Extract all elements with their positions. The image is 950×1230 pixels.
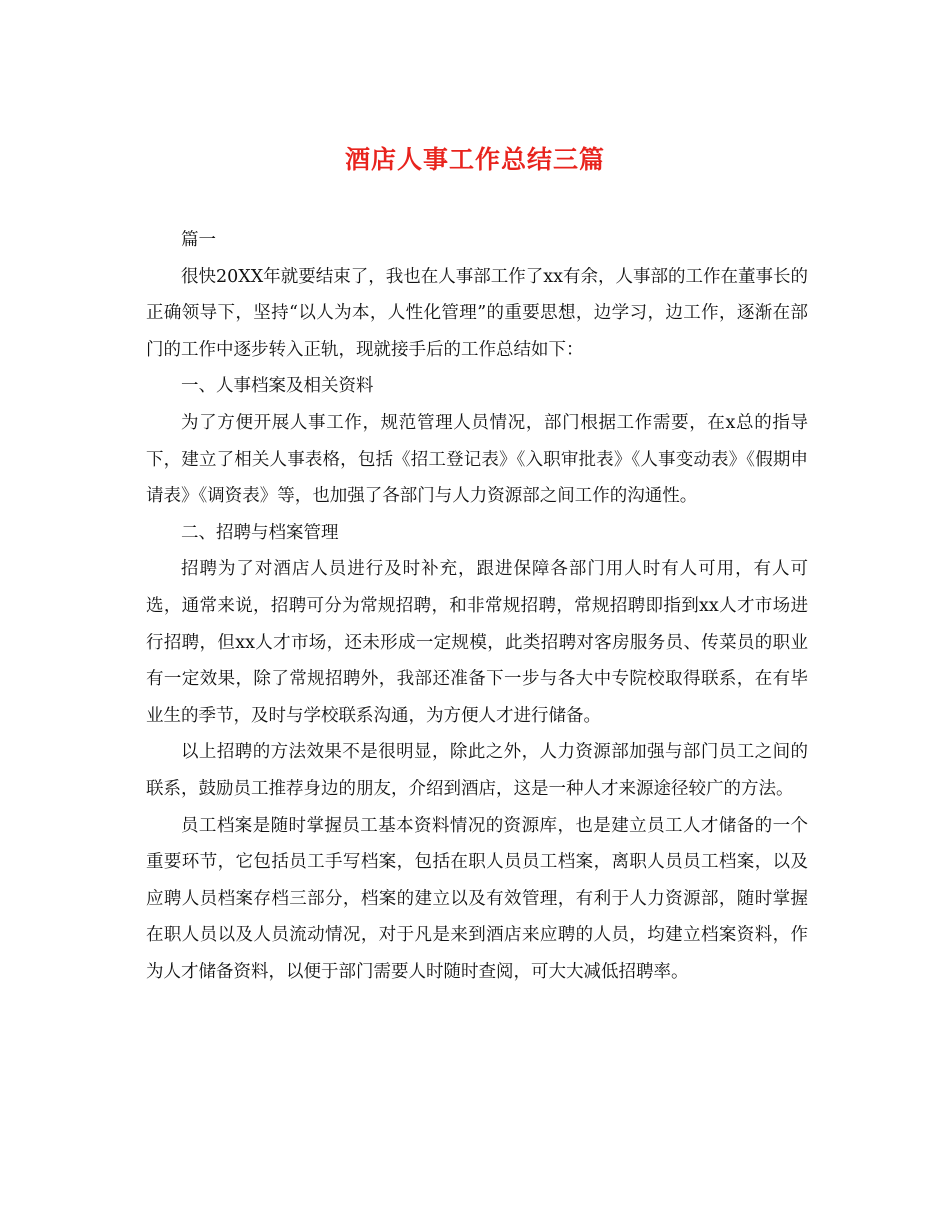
intro-paragraph: 很快20XX年就要结束了，我也在人事部工作了xx有余，人事部的工作在董事长的正确领导下，坚持“以人为本，人性化管理”的重要思想，边学习，边工作，逐渐在部门的工作中逐步转入正轨，现就接手后的工作总结如下： bbox=[146, 266, 808, 360]
recruitment-paragraph: 招聘为了对酒店人员进行及时补充，跟进保障各部门用人时有人可用，有人可选，通常来说，招聘可分为常规招聘，和非常规招聘，常规招聘即指到xx人才市场进行招聘，但xx人才市场，还未形成一定规模，此类招聘对客房服务员、传菜员的职业有一定效果，除了常规招聘外，我部还准备下一步与各大中专院校取得联系，在有毕业生的季节，及时与学校联系沟通，为方便人才进行储备。 bbox=[146, 559, 808, 726]
section-heading-records: 一、人事档案及相关资料 bbox=[181, 376, 374, 397]
records-paragraph: 为了方便开展人事工作，规范管理人员情况，部门根据工作需要，在x总的指导下，建立了相关人事表格，包括《招工登记表》《入职审批表》《人事变动表》《假期申请表》《调资表》等，也加强了各部门与人力资源部之间工作的沟通性。 bbox=[146, 412, 808, 507]
employee-archive-paragraph: 员工档案是随时掌握员工基本资料情况的资源库，也是建立员工人才储备的一个重要环节，它包括员工手写档案，包括在职人员员工档案，离职人员员工档案，以及应聘人员档案存档三部分，档案的建立以及有效管理，有利于人力资源部，随时掌握在职人员以及人员流动情况，对于凡是来到酒店来应聘的人员，均建立档案资料，作为人才储备资料，以便于部门需要人时随时查阅，可大大减低招聘率。 bbox=[146, 815, 808, 982]
section-label: 篇一 bbox=[181, 230, 216, 250]
recruitment-method-paragraph: 以上招聘的方法效果不是很明显，除此之外，人力资源部加强与部门员工之间的联系，鼓励员工推荐身边的朋友，介绍到酒店，这是一种人才来源途径较广的方法。 bbox=[146, 742, 808, 799]
document-body bbox=[146, 222, 808, 990]
document-title: 酒店人事工作总结三篇 bbox=[344, 145, 605, 174]
section-heading-recruitment: 二、招聘与档案管理 bbox=[181, 522, 339, 543]
